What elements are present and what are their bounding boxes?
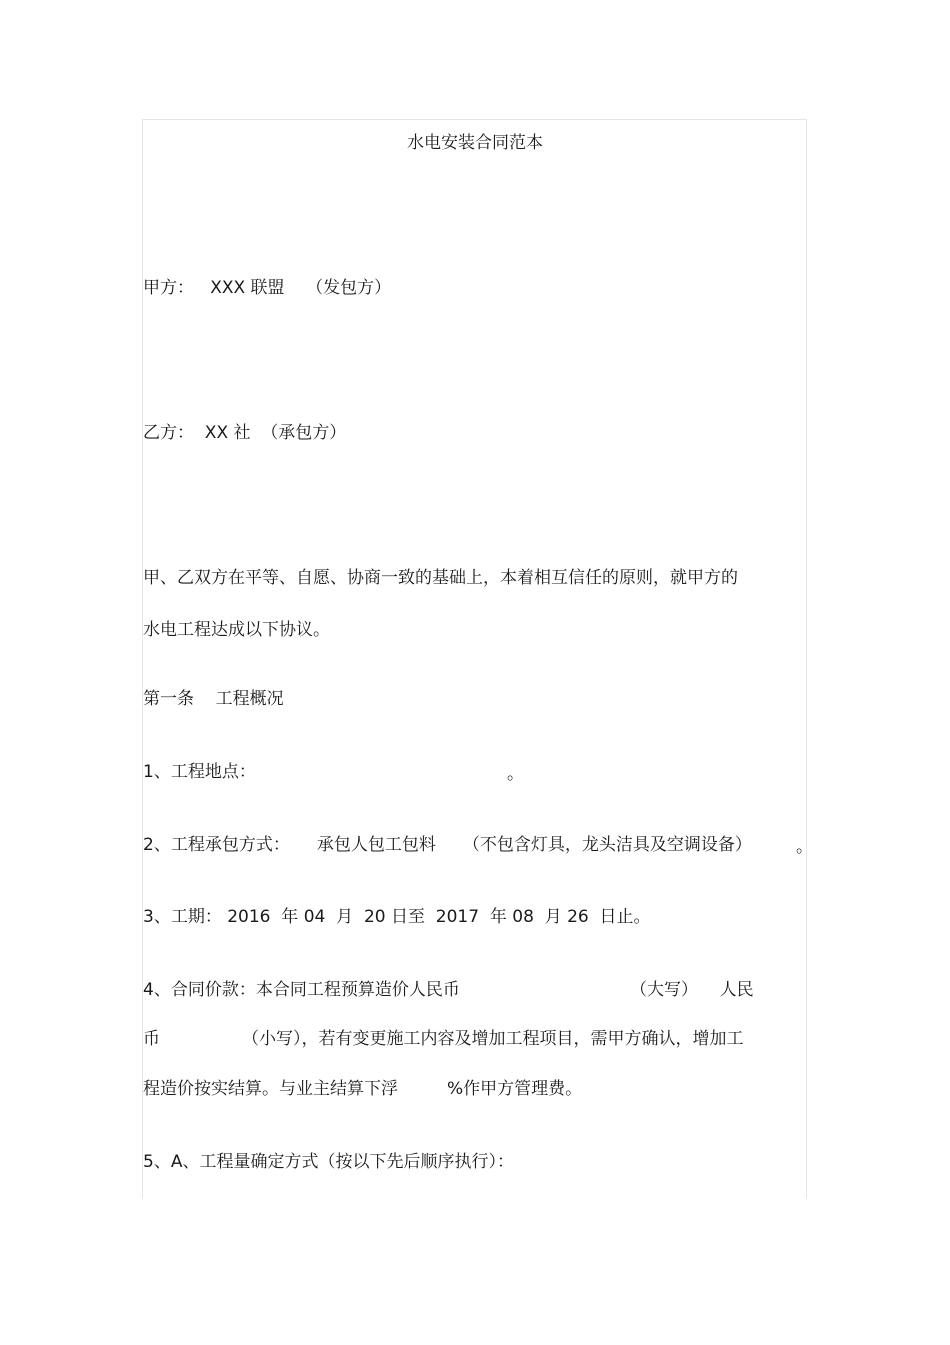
- intro-line-2: 水电工程达成以下协议。: [143, 620, 330, 640]
- item-4-line-2-a: 币: [143, 1029, 160, 1049]
- party-a-line: 甲方： XXX 联盟 （发包方）: [143, 278, 392, 298]
- item-3-text: 3、工期： 2016 年 04 月 20 日至 2017 年 08 月 26 日止。: [143, 907, 651, 927]
- item-2-end: 。: [796, 837, 813, 857]
- item-1-label: 1、工程地点：: [143, 762, 256, 782]
- item-1-end: 。: [507, 764, 524, 784]
- item-4-line-3-b: %作甲方管理费。: [447, 1079, 583, 1099]
- article-1-heading: 第一条 工程概况: [143, 689, 284, 709]
- intro-line-1: 甲、乙双方在平等、自愿、协商一致的基础上，本着相互信任的原则，就甲方的: [143, 568, 738, 588]
- document-title: 水电安装合同范本: [407, 133, 543, 153]
- item-4-line-3-a: 程造价按实结算。与业主结算下浮: [143, 1079, 398, 1099]
- item-4-line-1-a: 4、合同价款：本合同工程预算造价人民币: [143, 980, 460, 1000]
- item-5-text: 5、A、工程量确定方式（按以下先后顺序执行）：: [143, 1152, 514, 1172]
- item-4-line-2-b: （小写），若有变更施工内容及增加工程项目，需甲方确认，增加工: [242, 1029, 744, 1049]
- party-b-line: 乙方： XX 社 （承包方）: [143, 423, 347, 443]
- item-2-text: 2、工程承包方式： 承包人包工包料 （不包含灯具，龙头洁具及空调设备）: [143, 835, 752, 855]
- item-4-line-1-b: （大写） 人民: [630, 980, 754, 1000]
